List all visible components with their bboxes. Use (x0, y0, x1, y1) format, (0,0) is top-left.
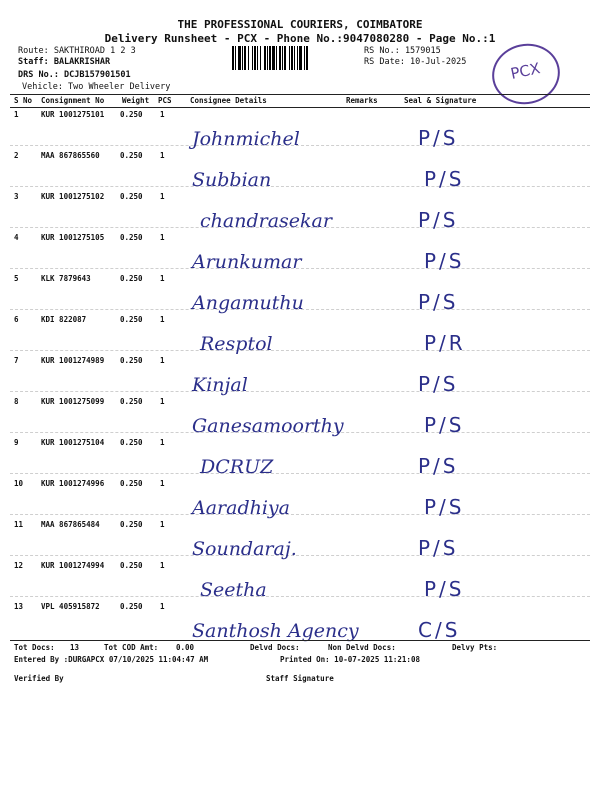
drs-label: DRS No.: DCJB157901501 (18, 70, 131, 80)
barcode (232, 46, 360, 70)
rs-no-label: RS No.: 1579015 (364, 46, 441, 56)
col-weight: Weight (122, 96, 150, 105)
table-row (0, 110, 600, 130)
col-consignee: Consignee Details (190, 96, 267, 105)
row-weight: 0.250 (120, 479, 143, 488)
row-consignment-no: MAA 867865484 (41, 520, 100, 529)
row-weight: 0.250 (120, 110, 143, 119)
row-consignment-no: KUR 1001275099 (41, 397, 105, 406)
row-weight: 0.250 (120, 315, 143, 324)
delivery-status-mark: P/S (418, 126, 459, 150)
row-sno: 3 (14, 192, 19, 201)
table-row (0, 315, 600, 335)
delvy-pts-label: Delvy Pts: (452, 643, 498, 652)
row-pcs: 1 (160, 110, 165, 119)
handwritten-consignee-name: Santhosh Agency (192, 620, 359, 642)
row-sno: 6 (14, 315, 19, 324)
row-sno: 7 (14, 356, 19, 365)
row-pcs: 1 (160, 520, 165, 529)
row-sno: 11 (14, 520, 24, 529)
table-row (0, 192, 600, 212)
delivery-status-mark: P/S (424, 413, 465, 437)
staff-label: Staff: BALAKRISHAR (18, 57, 111, 67)
delivery-status-mark: P/S (418, 454, 459, 478)
row-pcs: 1 (160, 479, 165, 488)
tot-cod-label: Tot COD Amt: (104, 643, 159, 652)
row-sno: 5 (14, 274, 19, 283)
col-consignment: Consignment No (41, 96, 105, 105)
row-weight: 0.250 (120, 233, 143, 242)
table-row (0, 274, 600, 294)
col-seal: Seal & Signature (404, 96, 477, 105)
row-pcs: 1 (160, 192, 165, 201)
row-pcs: 1 (160, 233, 165, 242)
vehicle-label: Vehicle: Two Wheeler Delivery (22, 82, 171, 92)
barcode-bar (308, 46, 309, 70)
table-row (0, 397, 600, 417)
row-consignment-no: KUR 1001274996 (41, 479, 105, 488)
delivery-status-mark: P/R (424, 331, 466, 355)
handwritten-consignee-name: Resptol (200, 333, 273, 355)
row-weight: 0.250 (120, 151, 143, 160)
delivery-status-mark: P/S (418, 536, 459, 560)
col-pcs: PCS (158, 96, 172, 105)
row-sno: 8 (14, 397, 19, 406)
printed-on: Printed On: 10-07-2025 11:21:08 (280, 655, 420, 664)
tot-cod-value: 0.00 (176, 643, 195, 652)
delivery-status-mark: P/S (418, 208, 459, 232)
col-sno: S No (14, 96, 33, 105)
handwritten-consignee-name: Johnmichel (192, 128, 300, 150)
row-pcs: 1 (160, 397, 165, 406)
handwritten-consignee-name: Subbian (192, 169, 272, 191)
row-consignment-no: KUR 1001274989 (41, 356, 105, 365)
row-consignment-no: KUR 1001275104 (41, 438, 105, 447)
row-weight: 0.250 (120, 561, 143, 570)
table-row (0, 602, 600, 622)
row-consignment-no: VPL 405915872 (41, 602, 100, 611)
handwritten-consignee-name: Angamuthu (192, 292, 304, 314)
handwritten-consignee-name: Kinjal (192, 374, 248, 396)
row-weight: 0.250 (120, 192, 143, 201)
row-consignment-no: KLK 7879643 (41, 274, 91, 283)
table-row (0, 151, 600, 171)
row-pcs: 1 (160, 561, 165, 570)
handwritten-consignee-name: Arunkumar (192, 251, 302, 273)
non-delvd-docs-label: Non Delvd Docs: (328, 643, 396, 652)
row-weight: 0.250 (120, 274, 143, 283)
row-sno: 4 (14, 233, 19, 242)
row-weight: 0.250 (120, 520, 143, 529)
row-sno: 2 (14, 151, 19, 160)
row-pcs: 1 (160, 315, 165, 324)
delivery-status-mark: P/S (424, 249, 465, 273)
row-pcs: 1 (160, 602, 165, 611)
row-sno: 9 (14, 438, 19, 447)
table-row (0, 438, 600, 458)
handwritten-consignee-name: Seetha (200, 579, 267, 601)
row-weight: 0.250 (120, 356, 143, 365)
delivery-status-mark: P/S (424, 167, 465, 191)
row-consignment-no: KUR 1001274994 (41, 561, 105, 570)
staff-signature: Staff Signature (266, 674, 334, 683)
row-pcs: 1 (160, 438, 165, 447)
col-remarks: Remarks (346, 96, 378, 105)
verified-by: Verified By (14, 674, 64, 683)
row-weight: 0.250 (120, 438, 143, 447)
row-consignment-no: KUR 1001275105 (41, 233, 105, 242)
row-sno: 12 (14, 561, 24, 570)
row-sno: 1 (14, 110, 19, 119)
rs-date-label: RS Date: 10-Jul-2025 (364, 57, 467, 67)
company-title: THE PROFESSIONAL COURIERS, COIMBATORE (177, 18, 423, 31)
delivery-status-mark: P/S (424, 577, 465, 601)
delvd-docs-label: Delvd Docs: (250, 643, 300, 652)
runsheet-subtitle: Delivery Runsheet - PCX - Phone No.:9047080280 - Page No.:1 (104, 32, 496, 45)
tot-docs-value: 13 (70, 643, 80, 652)
delivery-status-mark: P/S (418, 372, 459, 396)
tot-docs-label: Tot Docs: (14, 643, 55, 652)
row-sno: 10 (14, 479, 24, 488)
row-pcs: 1 (160, 274, 165, 283)
handwritten-consignee-name: chandrasekar (200, 210, 332, 232)
row-consignment-no: MAA 867865560 (41, 151, 100, 160)
handwritten-consignee-name: Ganesamoorthy (192, 415, 344, 437)
row-consignment-no: KDI 822087 (41, 315, 87, 324)
entered-by: Entered By :DURGAPCX 07/10/2025 11:04:47 AM (14, 655, 209, 664)
row-consignment-no: KUR 1001275101 (41, 110, 105, 119)
table-row (0, 561, 600, 581)
stamp-text: PCX (508, 59, 542, 83)
pcx-stamp (487, 38, 566, 111)
route-label: Route: SAKTHIROAD 1 2 3 (18, 46, 136, 56)
table-row (0, 356, 600, 376)
table-row (0, 479, 600, 499)
table-row (0, 233, 600, 253)
row-weight: 0.250 (120, 397, 143, 406)
row-pcs: 1 (160, 151, 165, 160)
handwritten-consignee-name: Soundaraj. (192, 538, 297, 560)
row-pcs: 1 (160, 356, 165, 365)
handwritten-consignee-name: DCRUZ (200, 456, 274, 478)
table-row (0, 520, 600, 540)
row-consignment-no: KUR 1001275102 (41, 192, 105, 201)
delivery-status-mark: P/S (418, 290, 459, 314)
delivery-status-mark: P/S (424, 495, 465, 519)
row-sno: 13 (14, 602, 24, 611)
row-weight: 0.250 (120, 602, 143, 611)
handwritten-consignee-name: Aaradhiya (192, 497, 290, 519)
delivery-status-mark: C/S (418, 618, 461, 642)
